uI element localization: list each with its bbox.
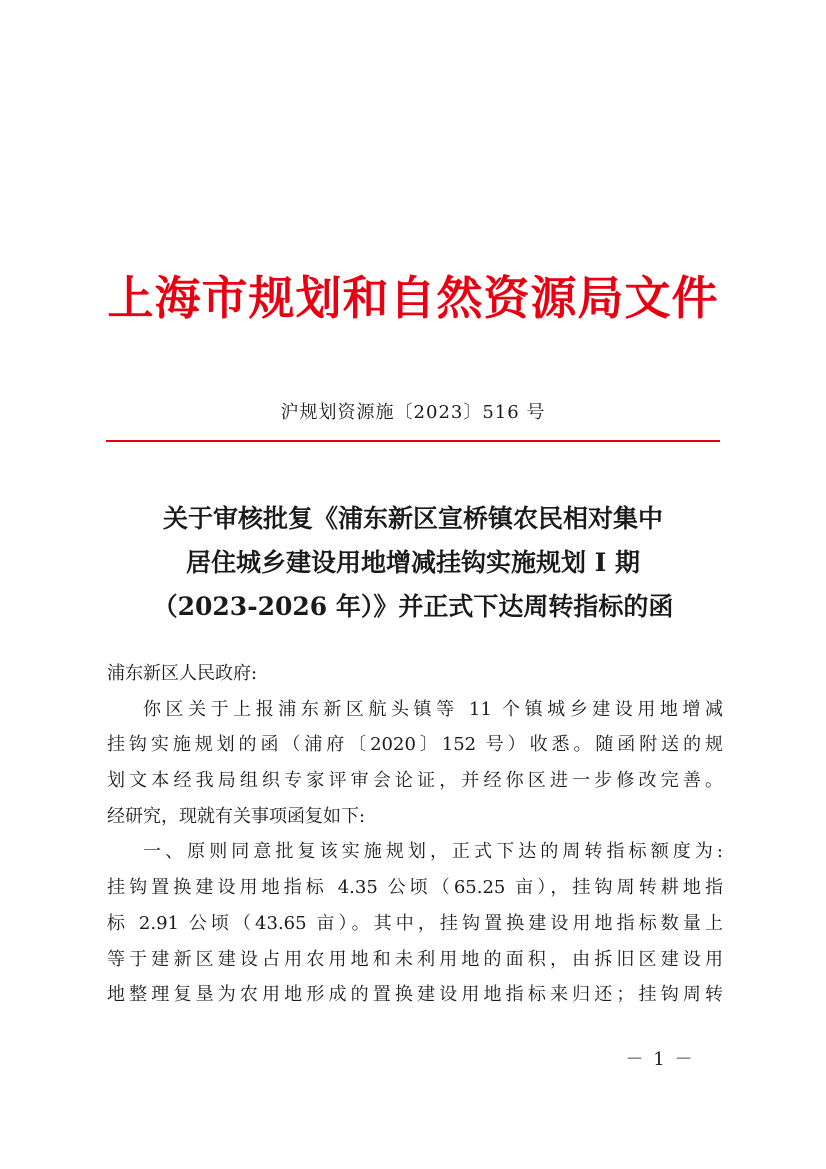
body-line: 等于建新区建设占用农用地和未利用地的面积，由拆旧区建设用 <box>107 948 723 970</box>
body-line: 地整理复垦为农用地形成的置换建设用地指标来归还；挂钩周转 <box>107 984 723 1006</box>
letter-body <box>107 656 723 1013</box>
body-line: 挂钩置换建设用地指标 4.35 公顷（65.25 亩），挂钩周转耕地指 <box>107 877 723 899</box>
document-number: 沪规划资源施〔2023〕516 号 <box>280 402 546 423</box>
body-line: 挂钩实施规划的函（浦府〔2020〕152 号）收悉。随函附送的规 <box>107 734 723 756</box>
body-line: 你区关于上报浦东新区航头镇等 11 个镇城乡建设用地增减 <box>143 698 723 720</box>
subject-line-2: 居住城乡建设用地增减挂钩实施规划 I 期 <box>185 548 641 577</box>
issuer-title: 上海市规划和自然资源局文件 <box>107 271 719 325</box>
body-line: 一、原则同意批复该实施规划，正式下达的周转指标额度为: <box>143 841 723 863</box>
letter-subject <box>100 497 726 629</box>
red-separator-line <box>106 440 720 442</box>
subject-line-1: 关于审核批复《浦东新区宣桥镇农民相对集中 <box>162 504 663 533</box>
body-line: 划文本经我局组织专家评审会论证，并经你区进一步修改完善。 <box>107 770 723 792</box>
subject-line-3: （2023-2026 年）》并正式下达周转指标的函 <box>152 592 674 621</box>
body-line: 标 2.91 公顷（43.65 亩）。其中，挂钩置换建设用地指标数量上 <box>107 912 723 934</box>
body-line: 经研究，现就有关事项函复如下: <box>107 805 366 827</box>
page-number: － 1 － <box>625 1049 695 1070</box>
addressee: 浦东新区人民政府: <box>107 663 258 684</box>
